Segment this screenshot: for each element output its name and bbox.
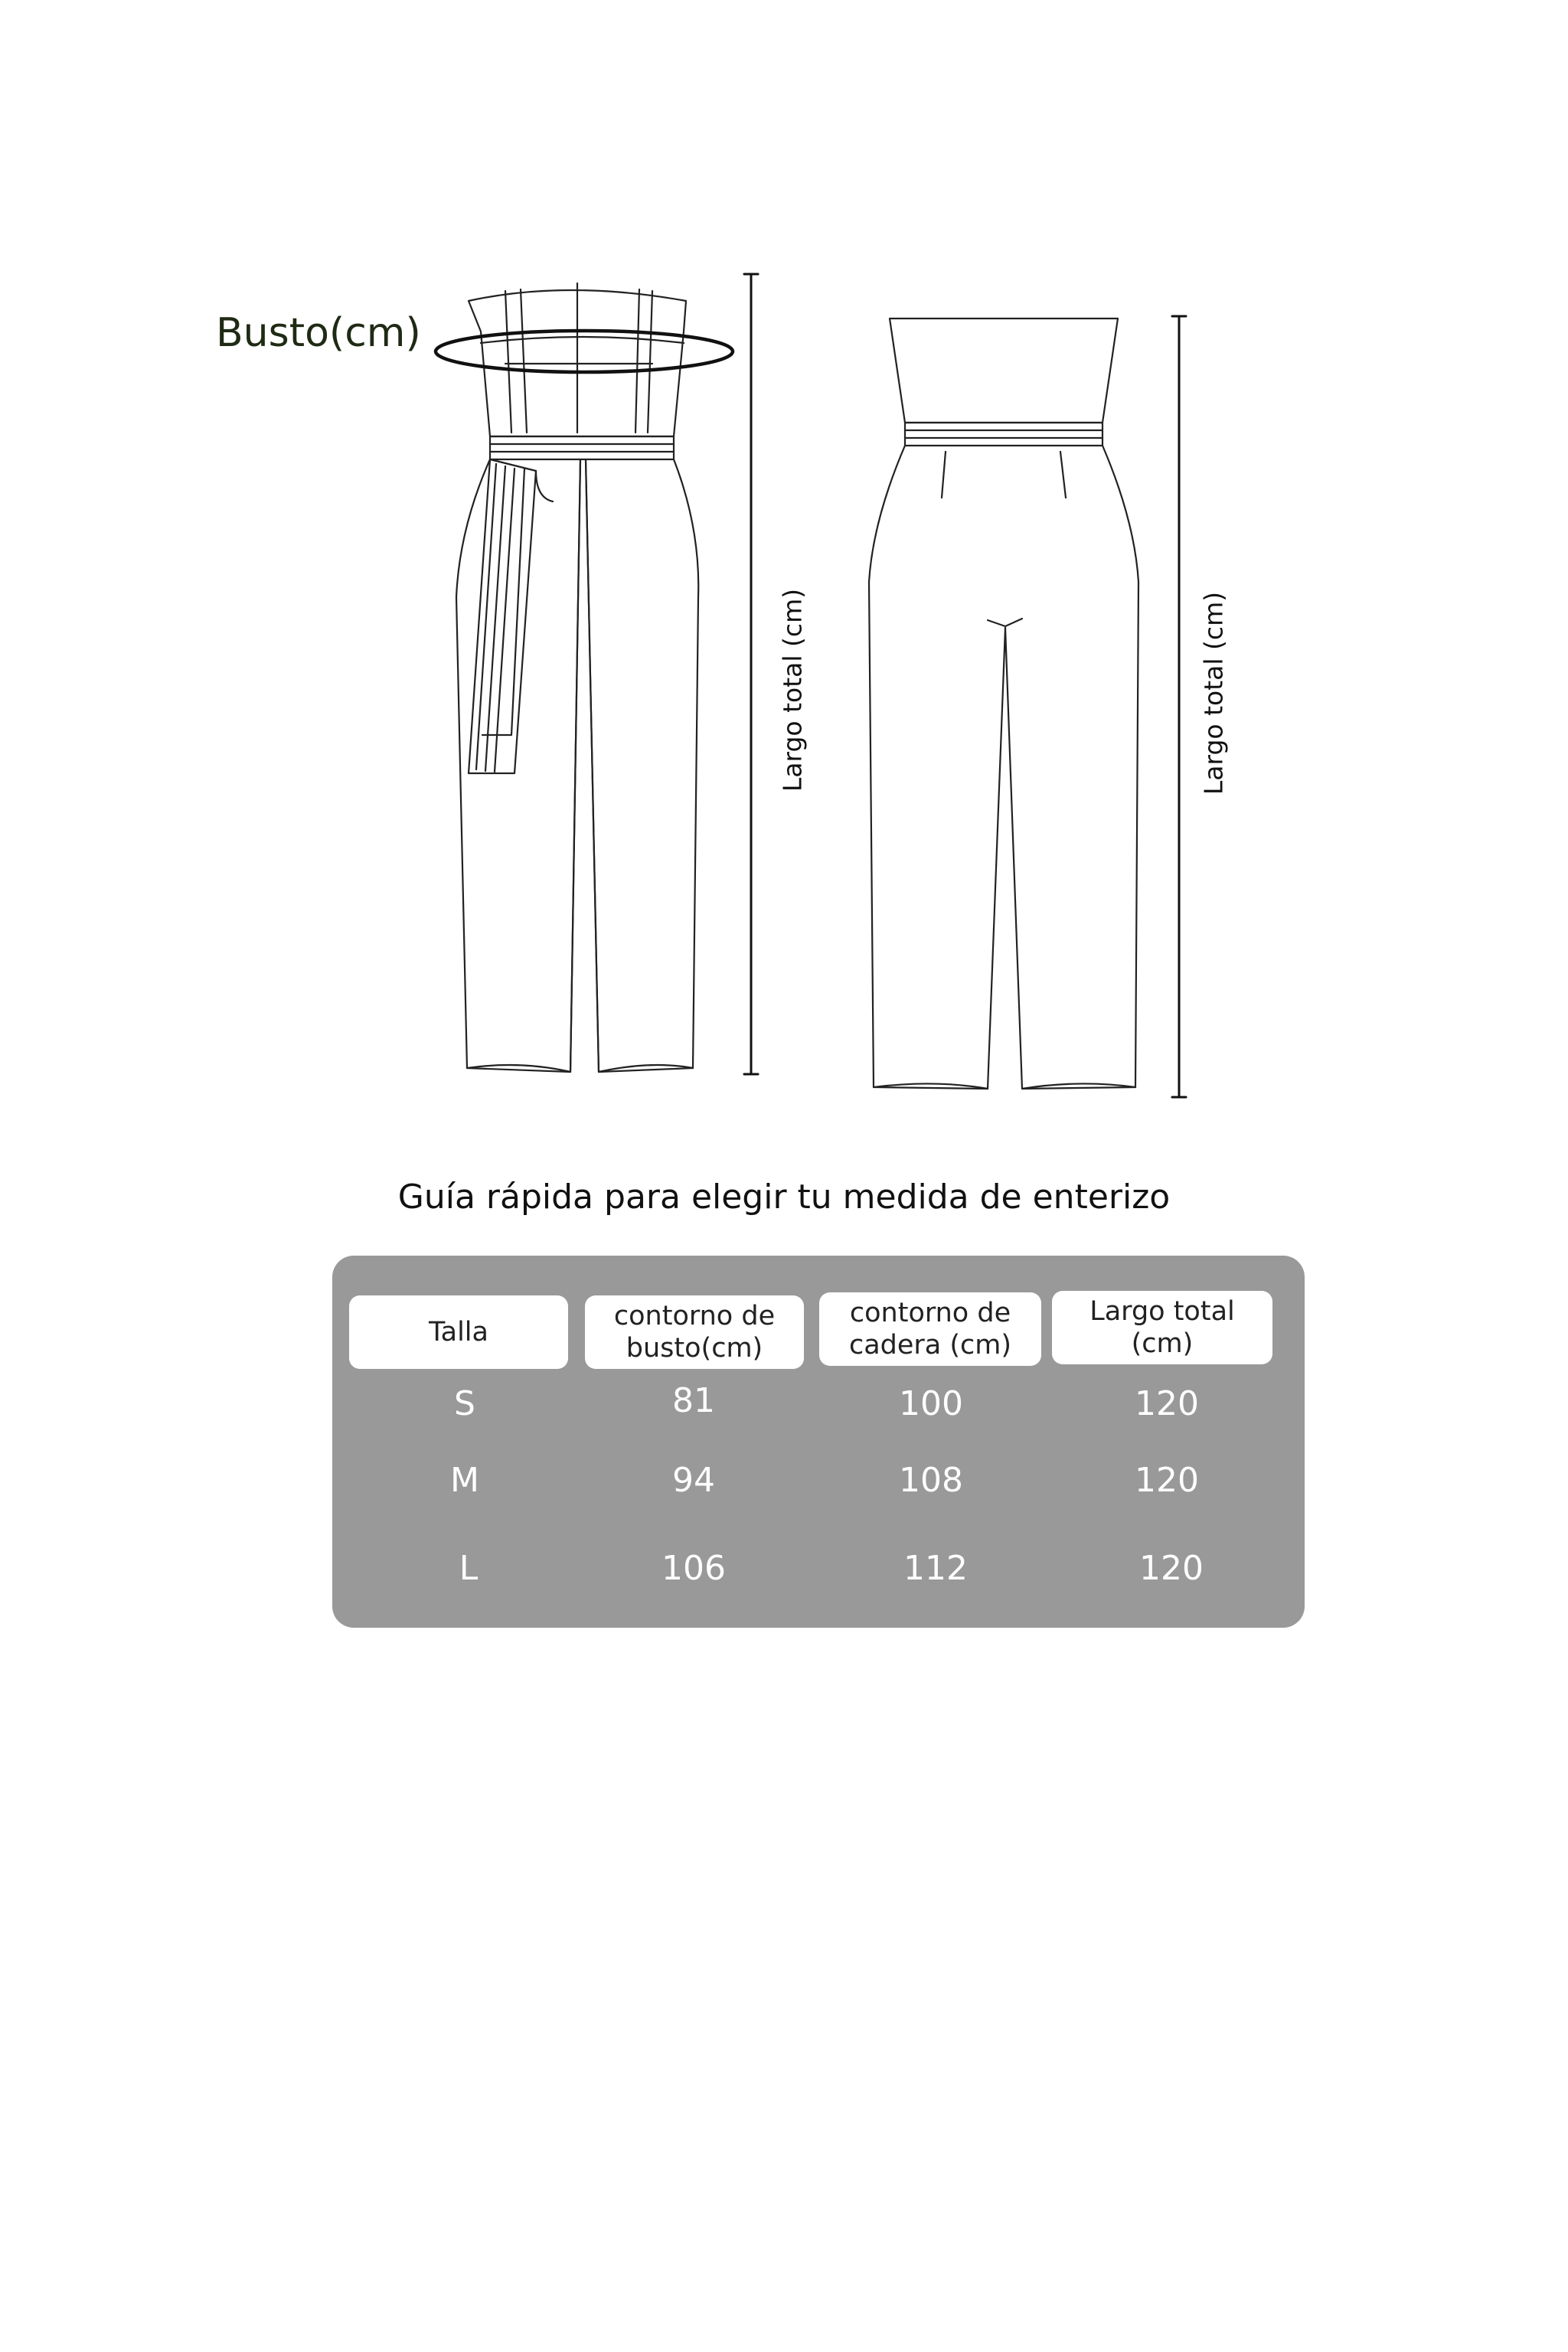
row-l-bust: 106 <box>662 1549 726 1588</box>
header-length: Largo total (cm) <box>1052 1291 1272 1364</box>
jumpsuit-front-icon <box>456 283 698 1072</box>
front-length-label: Largo total (cm) <box>777 588 808 792</box>
row-l-size: L <box>459 1549 479 1588</box>
row-m-bust: 94 <box>672 1461 715 1500</box>
header-talla: Talla <box>349 1295 568 1369</box>
row-s-size: S <box>454 1384 475 1423</box>
row-m-size: M <box>450 1461 479 1500</box>
header-bust: contorno de busto(cm) <box>585 1295 804 1369</box>
row-l-length: 120 <box>1139 1549 1204 1588</box>
header-hip: contorno de cadera (cm) <box>819 1292 1041 1366</box>
row-s-length: 120 <box>1135 1384 1199 1423</box>
back-length-label: Largo total (cm) <box>1198 591 1229 795</box>
jumpsuit-back-icon <box>869 318 1138 1089</box>
row-l-hip: 112 <box>903 1549 968 1588</box>
size-table <box>332 1256 1305 1628</box>
row-m-length: 120 <box>1135 1461 1199 1500</box>
guide-title: Guía rápida para elegir tu medida de enterizo <box>397 1178 1171 1217</box>
bust-label: Busto(cm) <box>216 310 421 356</box>
front-length-line <box>744 274 758 1074</box>
row-m-hip: 108 <box>899 1461 963 1500</box>
back-length-line <box>1172 316 1186 1097</box>
row-s-hip: 100 <box>899 1384 963 1423</box>
row-s-bust: 81 <box>672 1381 715 1420</box>
